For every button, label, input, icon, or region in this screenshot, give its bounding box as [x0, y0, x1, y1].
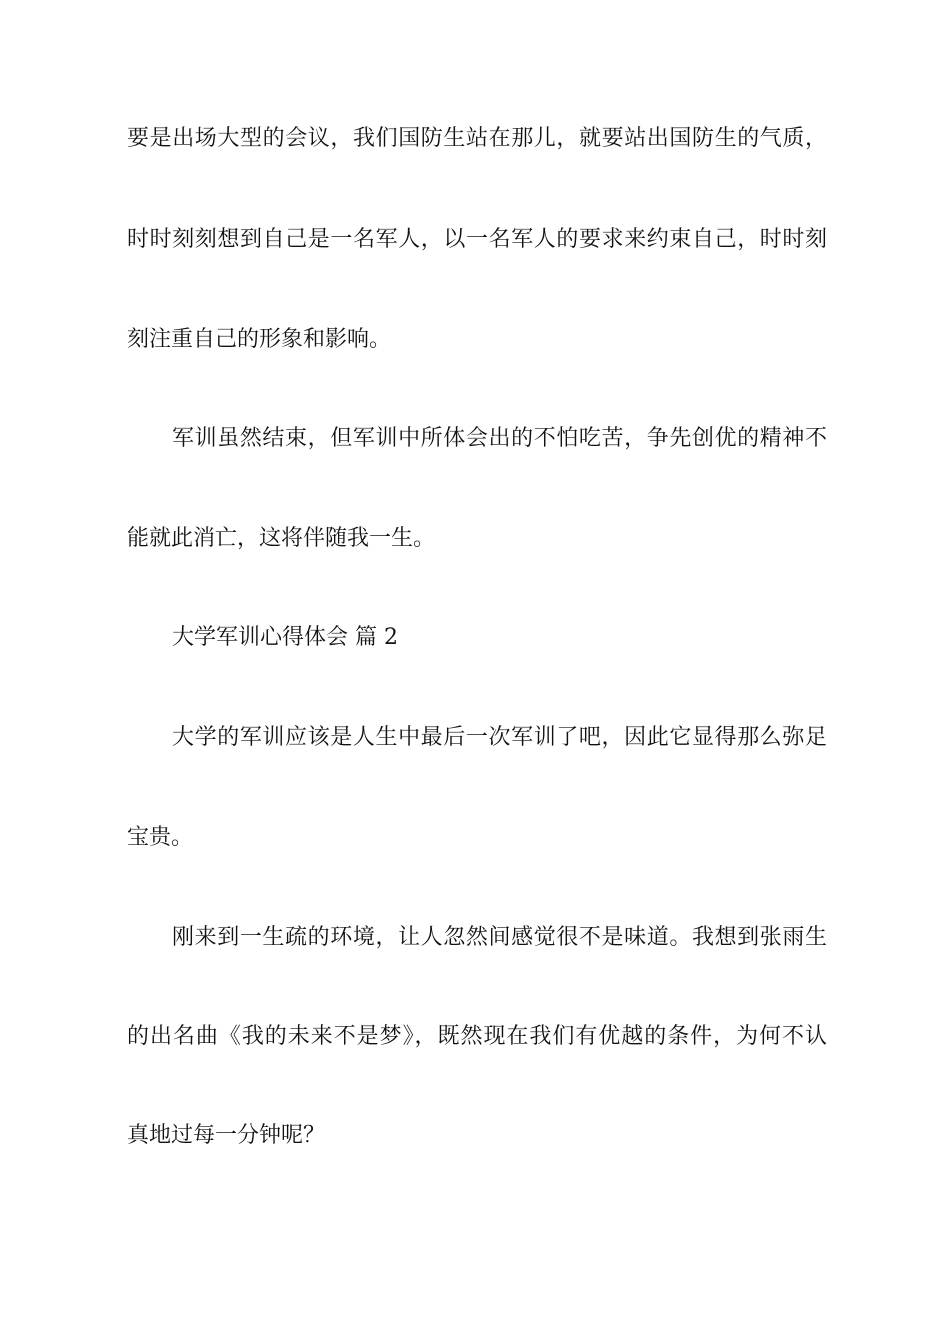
text-line: 的出名曲《我的未来不是梦》，既然现在我们有优越的条件，为何不认 — [127, 1024, 827, 1049]
text-line: 真地过每一分钟呢？ — [127, 1123, 326, 1148]
text-line: 能就此消亡，这将伴随我一生。 — [127, 526, 436, 551]
text-line: 大学的军训应该是人生中最后一次军训了吧，因此它显得那么弥足 — [172, 725, 827, 750]
text-line: 刻注重自己的形象和影响。 — [127, 327, 392, 352]
text-line: 要是出场大型的会议，我们国防生站在那儿，就要站出国防生的气质， — [127, 126, 827, 151]
text-line: 宝贵。 — [127, 825, 194, 850]
text-line: 时时刻刻想到自己是一名军人，以一名军人的要求来约束自己，时时刻 — [127, 227, 827, 252]
section-heading: 大学军训心得体会 篇 2 — [172, 625, 398, 650]
text-line: 刚来到一生疏的环境，让人忽然间感觉很不是味道。我想到张雨生 — [172, 925, 827, 950]
text-line: 军训虽然结束，但军训中所体会出的不怕吃苦，争先创优的精神不 — [172, 426, 827, 451]
